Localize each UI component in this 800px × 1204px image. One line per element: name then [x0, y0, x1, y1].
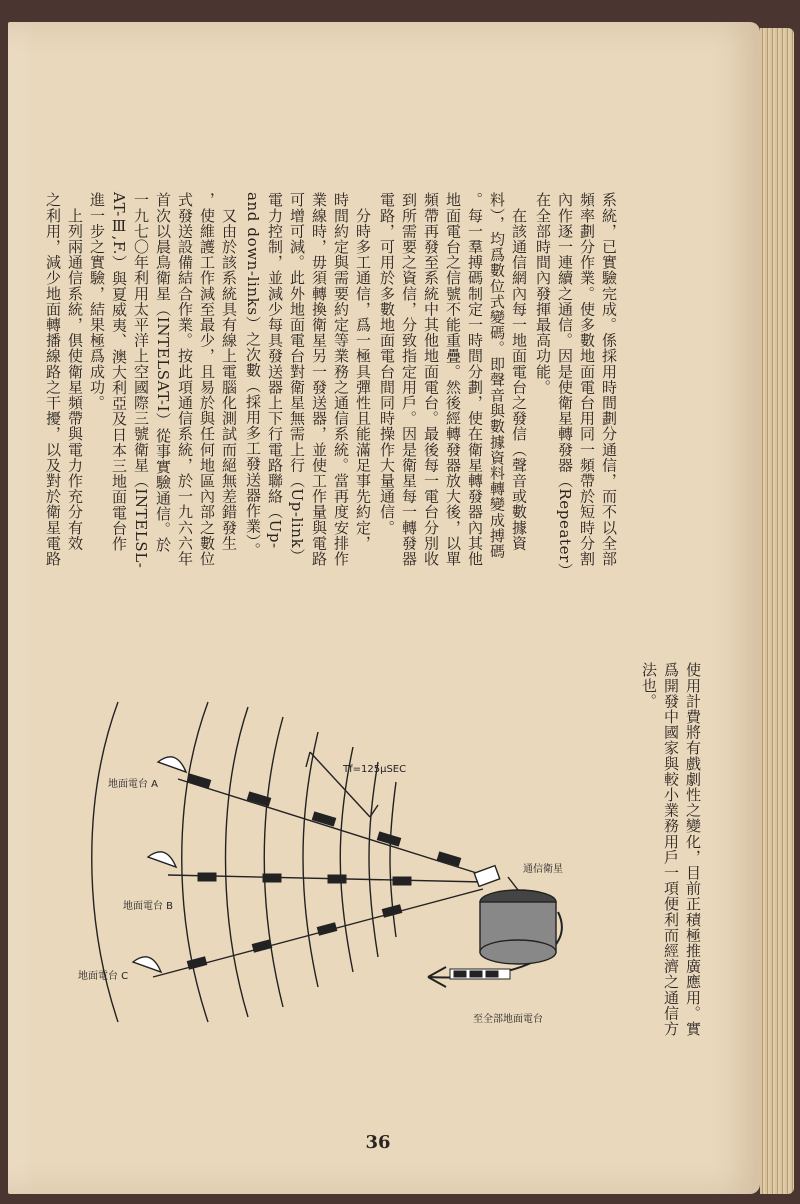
- text-column: 首次以晨鳥衛星（INTELSAT-I）從事實驗通信。於: [154, 192, 172, 553]
- text-column: 頻率劃分作業。使多數地面電台用同一頻帶於短時分割: [578, 192, 596, 567]
- downlink-slot: [454, 971, 466, 977]
- dish-station-b: [148, 852, 176, 867]
- text-column: AT-Ⅲ,F.）與夏威夷、澳大利亞及日本三地面電台作: [110, 192, 128, 552]
- page-edges: [760, 28, 794, 1194]
- text-column: 式發送設備結合作業。按此項通信系統，於一九六六年: [176, 192, 194, 567]
- text-column: 頻帶再發至系統中其他地面電台。最後每一電台分別收: [422, 192, 440, 567]
- book-page: [8, 22, 760, 1194]
- text-column: 。每一羣搏碼制定一時間分劃，使在衛星轉發器內其他: [466, 192, 484, 567]
- text-column: 之利用，減少地面轉播線路之干擾，以及對於衛星電路: [44, 192, 62, 567]
- text-column: 一九七〇年利用太平洋上空國際三號衛星（INTELSL-: [132, 192, 150, 569]
- burst-block: [263, 874, 281, 882]
- burst-block: [328, 875, 346, 883]
- text-column: 進一步之實驗，結果極爲成功。: [88, 192, 106, 411]
- text-column: 在該通信網內每一地面電台之發信（聲音或數據資: [510, 192, 528, 551]
- text-column: 可增可減。此外地面電台對衛星無需上行（Up-link）: [288, 192, 306, 564]
- wavefront-arc: [226, 707, 249, 1017]
- satellite-icon: [474, 866, 556, 964]
- text-column: 又由於該系統具有線上電腦化測試而絕無差錯發生: [220, 192, 238, 551]
- burst-block: [252, 940, 271, 952]
- wavefront-arc: [182, 702, 208, 1022]
- wavefront-arc: [340, 747, 353, 972]
- uplink-beam-a: [178, 779, 483, 875]
- label-all-stations: 至全部地面電台: [473, 1014, 543, 1025]
- label-station-c: 地面電台 C: [78, 971, 129, 982]
- text-column: 爲開發中國家與較小業務用戶一項便利而經濟之通信方: [662, 662, 680, 1037]
- wavefront-arc: [264, 717, 283, 1007]
- frame-bracket: [310, 752, 370, 817]
- dish-station-c: [133, 957, 161, 972]
- downlink-slot: [470, 971, 482, 977]
- text-column: 系統，已實驗完成。係採用時間劃分通信，而不以全部: [600, 192, 618, 567]
- text-column: 上列兩通信系統，俱使衛星頻帶與電力作充分有效: [66, 192, 84, 551]
- text-column: 電路，可用於多數地面電台間同時操作大量通信。: [378, 192, 396, 536]
- text-column: and down-links）之次數（採用多工發送器作業）。: [244, 192, 262, 558]
- text-column: 使用計費將有戲劇性之變化，目前正積極推廣應用。實: [684, 662, 702, 1037]
- label-station-a: 地面電台 A: [108, 779, 159, 790]
- burst-block: [393, 877, 411, 885]
- text-column: 到所需要之資信，分致指定用戶。因是衛星每一轉發器: [400, 192, 418, 567]
- text-column: 料），均爲數位式變碼。即聲音與數據資料轉變成搏碼: [488, 192, 506, 559]
- text-column: 分時多工通信，爲一極具彈性且能滿足事先約定，: [354, 192, 372, 551]
- dish-station-a: [158, 757, 186, 772]
- text-column: 時間約定與需要約定等業務之通信系統。當再度安排作: [332, 192, 350, 567]
- text-column: 法也。: [640, 662, 658, 709]
- label-frame-time: Tf=125μSEC: [343, 764, 407, 775]
- label-satellite: 通信衛星: [523, 864, 563, 875]
- tdma-satellite-diagram: [78, 677, 638, 1037]
- burst-block: [312, 812, 335, 826]
- text-column: 電力控制，並減少每具發送器上下行電路聯絡（Up-: [266, 192, 284, 549]
- wavefront-arc: [369, 762, 378, 957]
- label-station-b: 地面電台 B: [123, 901, 174, 912]
- wavefront-arc: [303, 732, 318, 987]
- burst-block: [317, 923, 336, 935]
- text-column: 在全部時間內發揮最高功能。: [534, 192, 552, 395]
- frame-bracket-tick: [306, 752, 310, 767]
- burst-block: [377, 832, 400, 846]
- burst-block: [382, 905, 401, 917]
- text-column: ，使維護工作減至最少，且易於與任何地區內部之數位: [198, 192, 216, 567]
- burst-block: [187, 957, 206, 969]
- text-column: 內作逐一連續之通信。因是使衛星轉發器（Repeater）: [556, 192, 574, 579]
- text-column: 地面電台之信號不能重疊。然後經轉發器放大後，以單: [444, 192, 462, 567]
- page-number: 36: [365, 1132, 391, 1153]
- burst-block: [198, 873, 216, 881]
- downlink-slot: [486, 971, 498, 977]
- text-column: 業線時，毋須轉換衛星另一發送器，並使工作量與電路: [310, 192, 328, 567]
